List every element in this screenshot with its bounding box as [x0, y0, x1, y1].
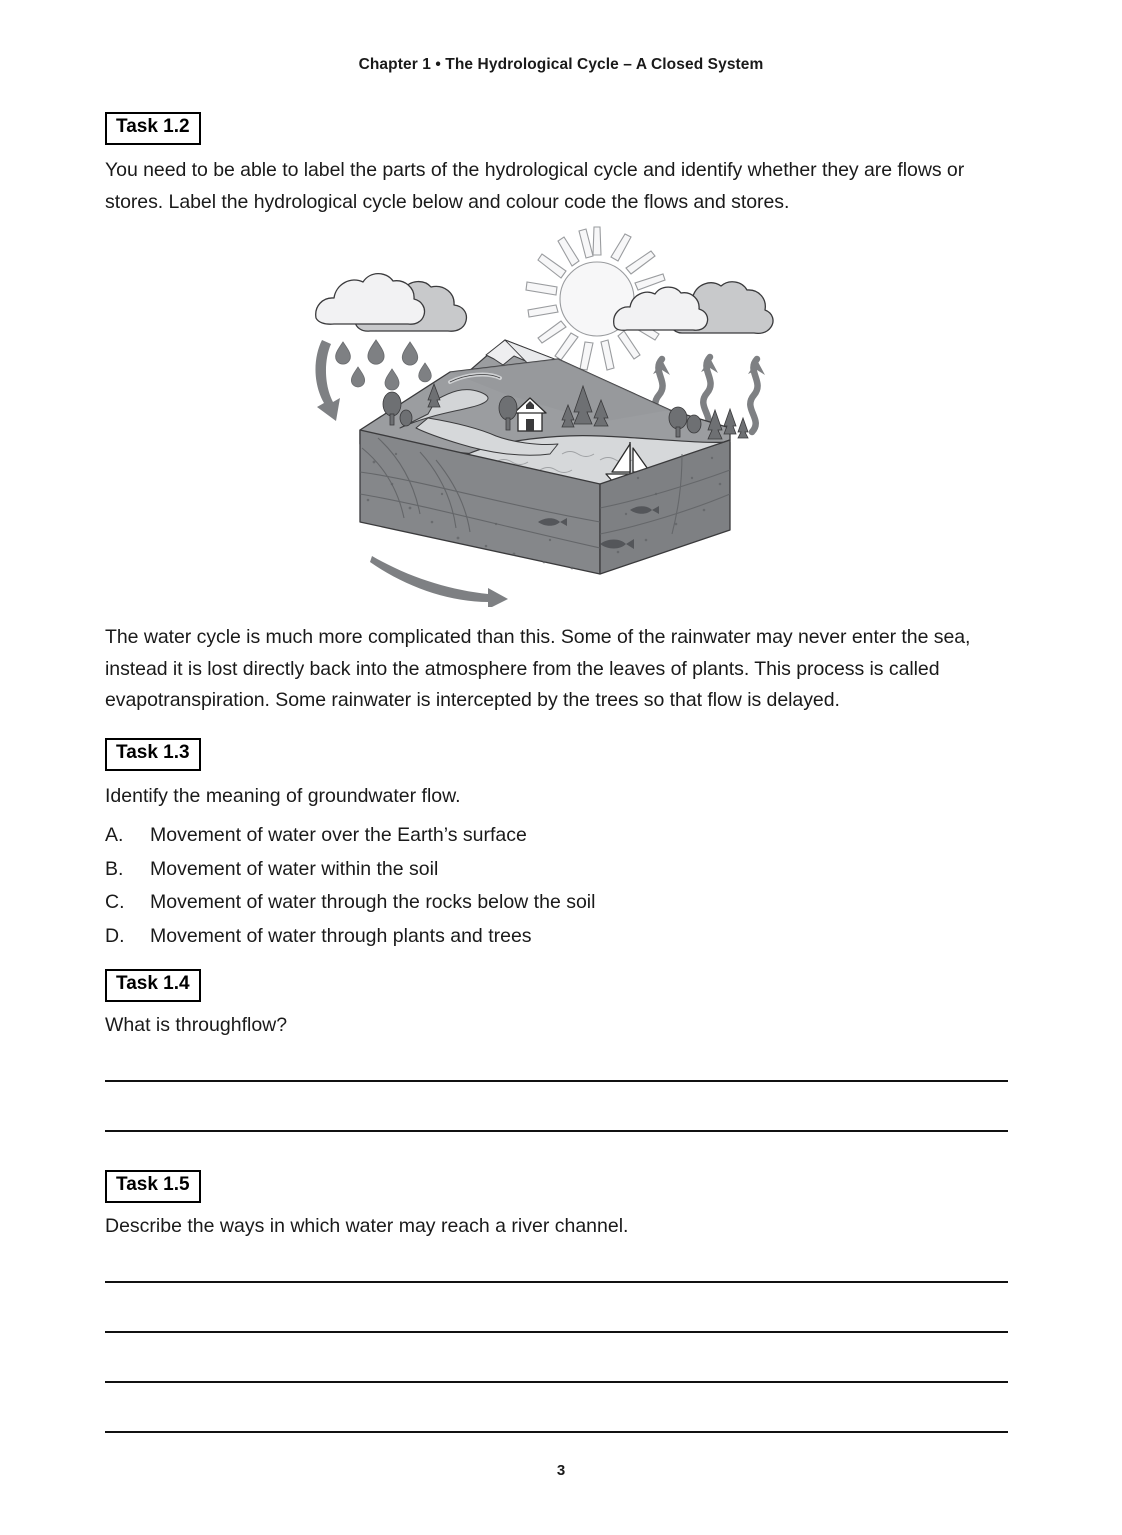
option-d[interactable] — [105, 920, 1008, 954]
option-b-letter: B. — [105, 857, 124, 880]
option-c-text: Movement of water through the rocks below the soil — [150, 891, 596, 914]
task-label-1-5: Task 1.5 — [105, 1170, 201, 1203]
task-1-3-prompt: Identify the meaning of groundwater flow. — [105, 785, 461, 807]
answer-line[interactable] — [105, 1130, 1008, 1132]
option-c-letter: C. — [105, 891, 125, 914]
task-1-2-body: You need to be able to label the parts of the hydrological cycle and identify whether they are flows or stores. Label the hydrological cycle below and colour code the flows and stores. — [105, 159, 965, 213]
groundwater-arrow — [370, 556, 508, 607]
hydrological-cycle-svg — [300, 222, 820, 607]
task-label-1-4: Task 1.4 — [105, 969, 201, 1002]
raindrops — [336, 340, 432, 390]
hydrological-cycle-figure — [300, 222, 820, 607]
task-label-1-2: Task 1.2 — [105, 112, 201, 145]
answer-line[interactable] — [105, 1080, 1008, 1082]
option-a[interactable] — [105, 819, 1008, 853]
precipitation-arrow — [315, 340, 340, 421]
option-d-text: Movement of water through plants and trees — [150, 924, 532, 947]
option-c[interactable] — [105, 886, 1008, 920]
option-a-letter: A. — [105, 824, 124, 847]
task-1-3-options — [105, 819, 1008, 953]
answer-line[interactable] — [105, 1331, 1008, 1333]
option-d-letter: D. — [105, 924, 125, 947]
task-label-1-3: Task 1.3 — [105, 738, 201, 771]
page-number: 3 — [556, 1462, 566, 1479]
option-a-text: Movement of water over the Earth’s surface — [150, 824, 527, 847]
answer-line[interactable] — [105, 1431, 1008, 1433]
task-1-5-prompt: Describe the ways in which water may reach a river channel. — [105, 1215, 629, 1237]
task-1-4-prompt: What is throughflow? — [105, 1014, 288, 1036]
cloud-light-left — [316, 274, 425, 325]
answer-line[interactable] — [105, 1281, 1008, 1283]
answer-line[interactable] — [105, 1381, 1008, 1383]
option-b-text: Movement of water within the soil — [150, 857, 439, 880]
option-b[interactable] — [105, 853, 1008, 887]
running-head: Chapter 1 • The Hydrological Cycle – A Closed System — [358, 56, 764, 73]
body-paragraph: The water cycle is much more complicated than this. Some of the rainwater may never enter the sea, instead it is lost directly back into the atmosphere from the leaves of plants. This process is called evapotranspiration. Some rainwater is intercepted by the trees so that flow is delayed. — [105, 626, 971, 712]
